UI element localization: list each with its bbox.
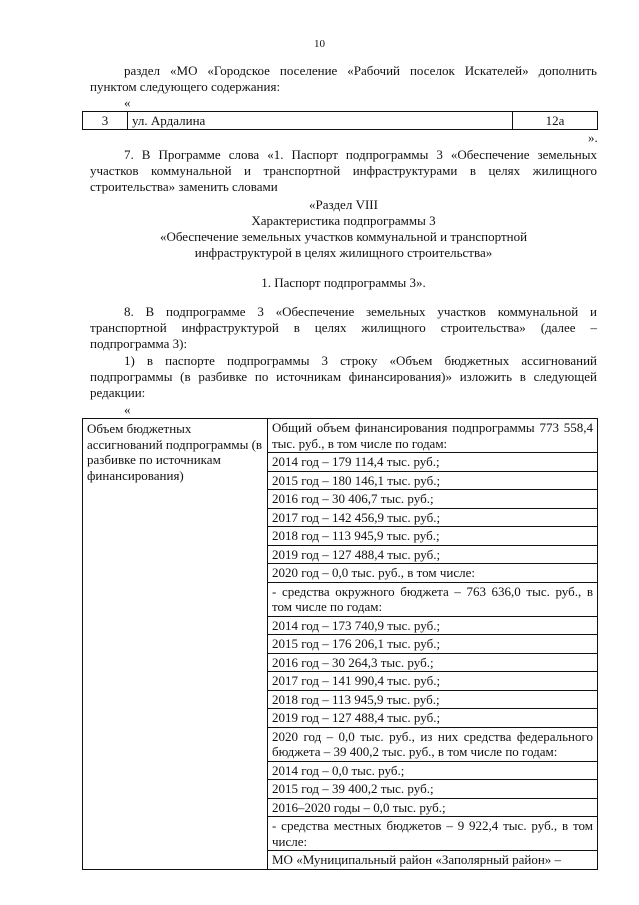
address-num: 3: [83, 112, 128, 130]
section-subtitle: Характеристика подпрограммы 3: [251, 213, 436, 228]
page-number: 10: [314, 38, 325, 50]
table-row: [83, 419, 598, 870]
section-title: «Раздел VIII: [309, 197, 378, 212]
passport-heading: 1. Паспорт подпрограммы 3».: [261, 275, 426, 290]
financing-line: 2016 год – 30 264,3 тыс. руб.;: [268, 654, 597, 673]
item-8-paragraph: 8. В подпрограмме 3 «Обеспечение земельных участков коммунальной и транспортной инфраструктурой в целях жилищного строительства» (далее – подпрограмма 3):: [90, 304, 597, 351]
financing-line: 2016 год – 30 406,7 тыс. руб.;: [268, 490, 597, 509]
financing-line: 2015 год – 176 206,1 тыс. руб.;: [268, 635, 597, 654]
financing-line: 2018 год – 113 945,9 тыс. руб.;: [268, 527, 597, 546]
address-table: [82, 111, 598, 130]
table-row: [83, 112, 598, 130]
section-description: «Обеспечение земельных участков коммунальной и транспортной инфраструктурой в целях жилищного строительства»: [159, 229, 528, 260]
financing-label: Объем бюджетных ассигнований подпрограммы (в разбивке по источникам финансирования): [83, 419, 268, 870]
financing-line: - средства местных бюджетов – 9 922,4 тыс. руб., в том числе:: [268, 817, 597, 851]
open-quote: «: [124, 95, 131, 110]
financing-line: - средства окружного бюджета – 763 636,0 тыс. руб., в том числе по годам:: [268, 583, 597, 617]
financing-line: 2020 год – 0,0 тыс. руб., в том числе:: [268, 564, 597, 583]
financing-table: [82, 418, 598, 870]
financing-line: 2015 год – 180 146,1 тыс. руб.;: [268, 472, 597, 491]
intro-paragraph: раздел «МО «Городское поселение «Рабочий поселок Искателей» дополнить пунктом следующего содержания:: [90, 63, 597, 94]
financing-line: 2015 год – 39 400,2 тыс. руб.;: [268, 780, 597, 799]
item-8-1-paragraph: 1) в паспорте подпрограммы 3 строку «Объем бюджетных ассигнований подпрограммы (в разбивке по источникам финансирования)» изложить в следующей редакции:: [90, 353, 597, 400]
financing-line: 2017 год – 141 990,4 тыс. руб.;: [268, 672, 597, 691]
open-quote-2: «: [124, 402, 131, 417]
address-house: 12а: [513, 112, 598, 130]
financing-line: Общий объем финансирования подпрограммы 773 558,4 тыс. руб., в том числе по годам:: [268, 419, 597, 453]
address-street: ул. Ардалина: [128, 112, 513, 130]
financing-line: 2020 год – 0,0 тыс. руб., из них средства федерального бюджета – 39 400,2 тыс. руб., в том числе по годам:: [268, 728, 597, 762]
financing-line: 2017 год – 142 456,9 тыс. руб.;: [268, 509, 597, 528]
financing-line: 2019 год – 127 488,4 тыс. руб.;: [268, 709, 597, 728]
financing-line: 2014 год – 173 740,9 тыс. руб.;: [268, 617, 597, 636]
financing-line: 2014 год – 179 114,4 тыс. руб.;: [268, 453, 597, 472]
financing-line: МО «Муниципальный район «Заполярный район» –: [272, 852, 562, 867]
financing-line: 2019 год – 127 488,4 тыс. руб.;: [268, 546, 597, 565]
financing-values: [268, 419, 598, 870]
financing-line: 2016–2020 годы – 0,0 тыс. руб.;: [268, 799, 597, 818]
item-7-paragraph: 7. В Программе слова «1. Паспорт подпрограммы 3 «Обеспечение земельных участков коммунальной и транспортной инфраструктурами в целях жилищного строительства» заменить словами: [90, 147, 597, 194]
close-quote: ».: [588, 130, 598, 145]
financing-line: 2014 год – 0,0 тыс. руб.;: [268, 762, 597, 781]
financing-line: 2018 год – 113 945,9 тыс. руб.;: [268, 691, 597, 710]
